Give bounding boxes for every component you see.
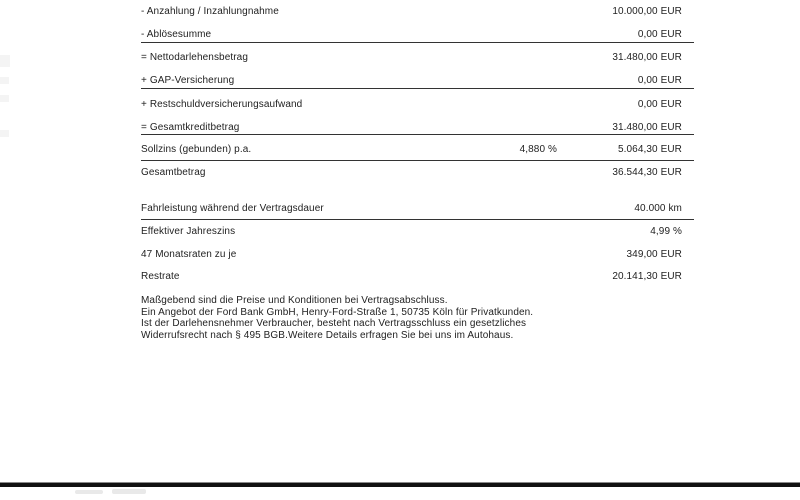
legal-disclaimer [141, 295, 541, 342]
table-row-abloesesumme [141, 29, 693, 42]
row-label: = Gesamtkreditbetrag [141, 122, 240, 133]
row-label: Gesamtbetrag [141, 167, 206, 178]
cropped-content-fragment [75, 490, 103, 494]
row-value: 0,00 EUR [637, 75, 682, 86]
table-row-gap-versicherung [141, 75, 693, 88]
divider-line [141, 88, 694, 89]
row-label: + Restschuldversicherungsaufwand [141, 99, 303, 110]
cropped-content-fragment [0, 95, 9, 102]
row-value: 31.480,00 EUR [612, 122, 682, 133]
row-value: 0,00 EUR [637, 99, 682, 110]
divider-line [141, 42, 694, 43]
row-label: Restrate [141, 271, 180, 282]
cropped-content-fragment [0, 77, 9, 84]
divider-line [141, 219, 694, 220]
bottom-divider-bar [0, 482, 800, 487]
table-row-sollzins [141, 144, 693, 157]
row-label: - Ablösesumme [141, 29, 212, 40]
disclaimer-line: Ist der Darlehensnehmer Verbraucher, besteht nach Vertragsschluss ein gesetzliches [141, 318, 527, 330]
divider-line [141, 160, 694, 161]
disclaimer-line: Widerrufsrecht nach § 495 BGB.Weitere Details erfragen Sie bei uns im Autohaus. [141, 330, 514, 342]
row-value: 40.000 km [634, 203, 682, 214]
row-label: 47 Monatsraten zu je [141, 249, 237, 260]
cropped-content-fragment [0, 130, 9, 137]
table-row-nettodarlehensbetrag [141, 52, 693, 65]
table-row-anzahlung [141, 6, 693, 19]
row-value: 10.000,00 EUR [612, 6, 682, 17]
table-row-fahrleistung [141, 203, 693, 216]
cropped-content-fragment [112, 489, 146, 494]
table-row-monatsraten [141, 249, 693, 262]
cropped-content-fragment [0, 55, 10, 67]
row-value: 0,00 EUR [637, 29, 682, 40]
row-value: 4,99 % [650, 226, 682, 237]
row-label: = Nettodarlehensbetrag [141, 52, 248, 63]
table-row-restrate [141, 271, 693, 284]
row-label: - Anzahlung / Inzahlungnahme [141, 6, 279, 17]
row-label: Fahrleistung während der Vertragsdauer [141, 203, 324, 214]
disclaimer-line: Maßgebend sind die Preise und Konditionen bei Vertragsabschluss. [141, 295, 448, 306]
row-percentage: 4,880 % [519, 144, 557, 155]
row-label: Effektiver Jahreszins [141, 226, 236, 237]
table-row-effektiver-jahreszins [141, 226, 693, 239]
row-value: 5.064,30 EUR [617, 144, 682, 155]
row-value: 31.480,00 EUR [612, 52, 682, 63]
table-row-restschuldversicherung [141, 99, 693, 112]
row-label: + GAP-Versicherung [141, 75, 235, 86]
disclaimer-line: Ein Angebot der Ford Bank GmbH, Henry-Ford-Straße 1, 50735 Köln für Privatkunden. [141, 306, 534, 318]
table-row-gesamtbetrag [141, 167, 693, 180]
divider-line [141, 134, 694, 135]
row-value: 36.544,30 EUR [612, 167, 682, 178]
row-value: 349,00 EUR [626, 249, 682, 260]
row-label: Sollzins (gebunden) p.a. [141, 144, 252, 155]
row-value: 20.141,30 EUR [612, 271, 682, 282]
